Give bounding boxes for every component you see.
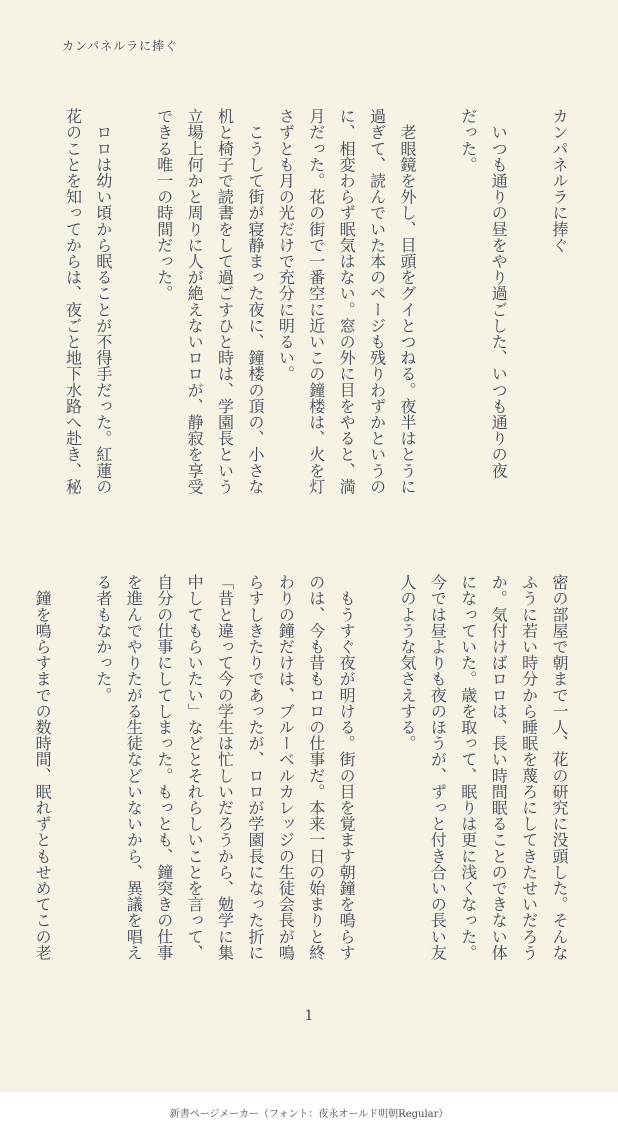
page-number: 1	[304, 1008, 314, 1024]
footer-credit: 新書ページメーカー（フォント：夜永オールド明朝Regular）	[169, 1109, 449, 1120]
footer-bar	[0, 1092, 618, 1132]
running-title: カンパネルラに捧ぐ	[62, 39, 179, 53]
body-text-upper: カンパネルラに捧ぐ いつも通りの昼をやり過ごした、いつも通りの夜 だった。 老眼鏡を外し、目頭をグイとつねる。夜半はとうに 過ぎて、読んでいた本のページも残りわずかというの に、相変わらず眠気はない。窓の外に目をやると、満 月だった。花の街で一番空に近いこの鐘楼は、火を灯 さずとも月の光だけで充分に明るい。 こうして街が寝静まった夜に、鐘楼の頂の、小さな 机と椅子で読書をして過ごすひと時は、学園長という 立場上何かと周りに人が絶えないロロが、静寂を享受 できる唯一の時間だった。 ロロは幼い頃から眠ることが不得手だった。紅蓮の 花のことを知ってからは、夜ごと地下水路へ赴き、秘	[63, 108, 569, 495]
body-text-lower: 密の部屋で朝まで一人、花の研究に没頭した。そんな ふうに若い時分から睡眠を蔑ろにしてきたせいだろう か。気付けばロロは、長い時間眠ることのできない体 になっていた。歳を取って、眠りは更に浅くなった。 今では昼よりも夜のほうが、ずっと付き合いの長い友 人のような気さえする。 もうすぐ夜が明ける。街の目を覚ます朝鐘を鳴らす のは、今も昔もロロの仕事だ。本来一日の始まりと終 わりの鐘だけは、ブルーベルカレッジの生徒会長が鳴 らすしきたりであったが、ロロが学園長になった折に 「昔と違って今の学生は忙しいだろうから、勉学に集 中してもらいたい」などとそれらしいことを言って、 自分の仕事にしてしまった。もっとも、鐘突きの仕事 を進んでやりたがる生徒などいないから、異議を唱え る者もなかった。 鐘を鳴らすまでの数時間、眠れずともせめてこの老	[33, 574, 569, 961]
